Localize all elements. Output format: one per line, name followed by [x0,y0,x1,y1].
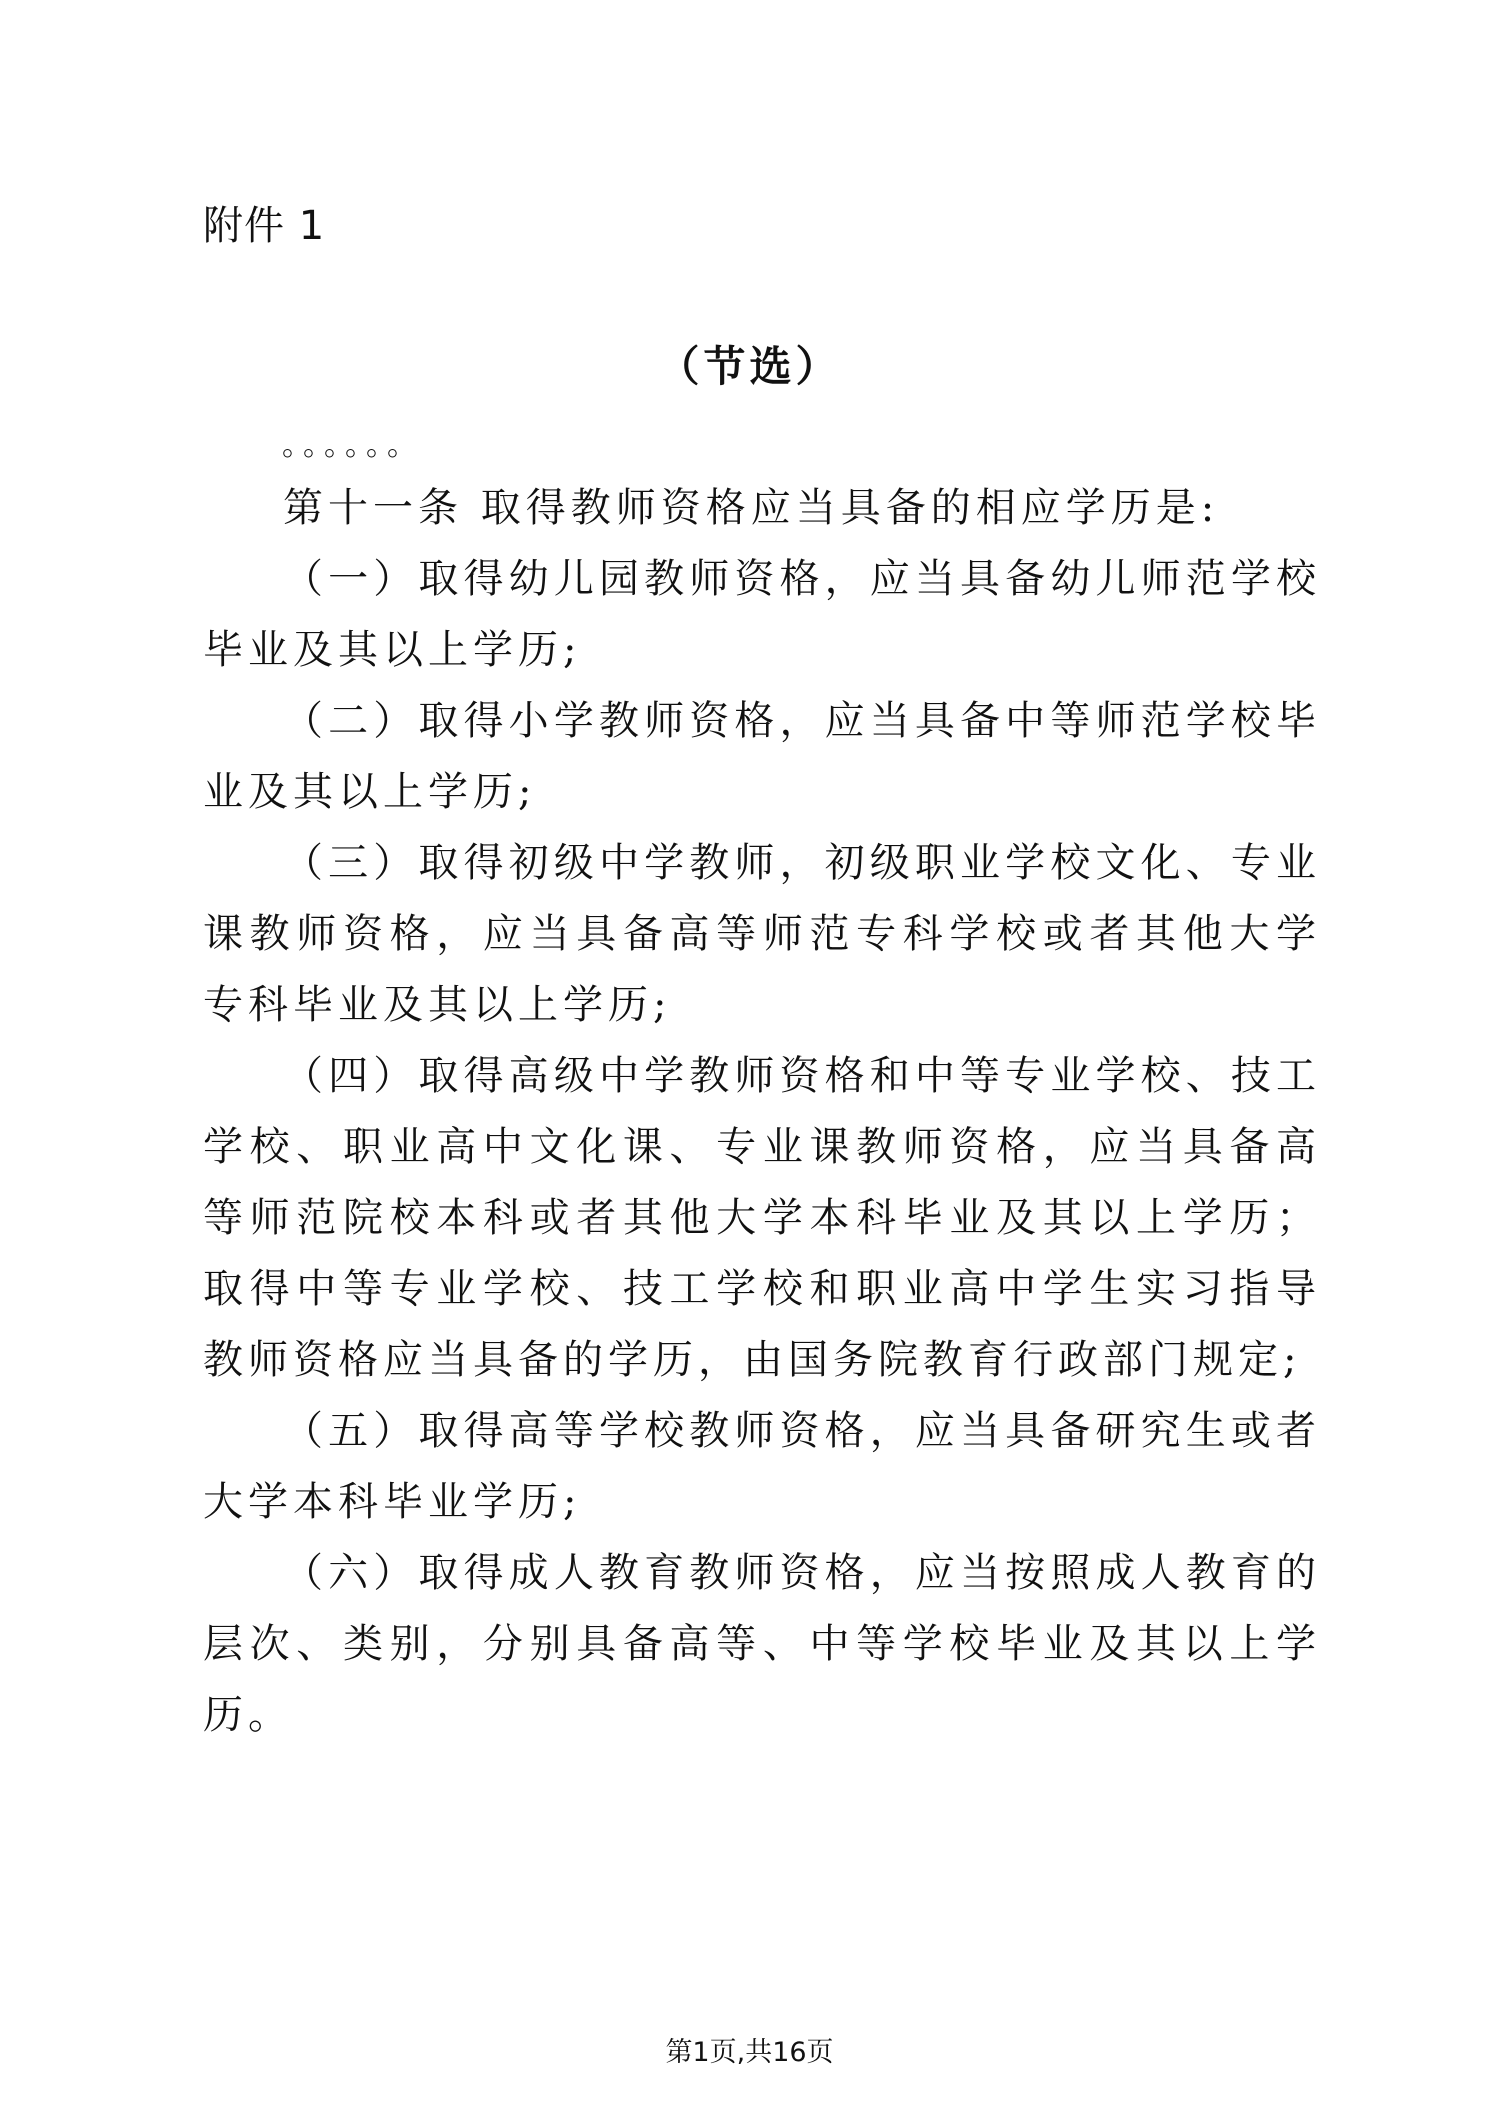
paragraph-item-3: （三）取得初级中学教师，初级职业学校文化、专业课教师资格，应当具备高等师范专科学校或者其他大学专科毕业及其以上学历; [203,840,1321,1028]
document-heading: （节选） [657,342,842,391]
page-number-footer: 第1页,共16页 [665,2037,834,2068]
attachment-label: 附件 1 [203,203,326,249]
paragraph-item-4: （四）取得高级中学教师资格和中等专业学校、技工学校、职业高中文化课、专业课教师资格，应当具备高等师范院校本科或者其他大学本科毕业及其以上学历；取得中等专业学校、技工学校和职业高中学生实习指导教师资格应当具备的学历，由国务院教育行政部门规定; [203,1053,1321,1383]
paragraph-item-1: （一）取得幼儿园教师资格，应当具备幼儿师范学校毕业及其以上学历; [203,556,1321,673]
paragraph-item-5: （五）取得高等学校教师资格，应当具备研究生或者大学本科毕业学历; [203,1408,1321,1525]
paragraph-article-11: 第十一条 取得教师资格应当具备的相应学历是: [283,485,1220,531]
paragraph-item-6: （六）取得成人教育教师资格，应当按照成人教育的层次、类别，分别具备高等、中等学校毕业及其以上学历。 [203,1550,1321,1738]
document-body [203,473,1321,1751]
omission-marks: 。。。。。。 [282,428,423,463]
paragraph-item-2: （二）取得小学教师资格，应当具备中等师范学校毕业及其以上学历; [203,698,1321,815]
